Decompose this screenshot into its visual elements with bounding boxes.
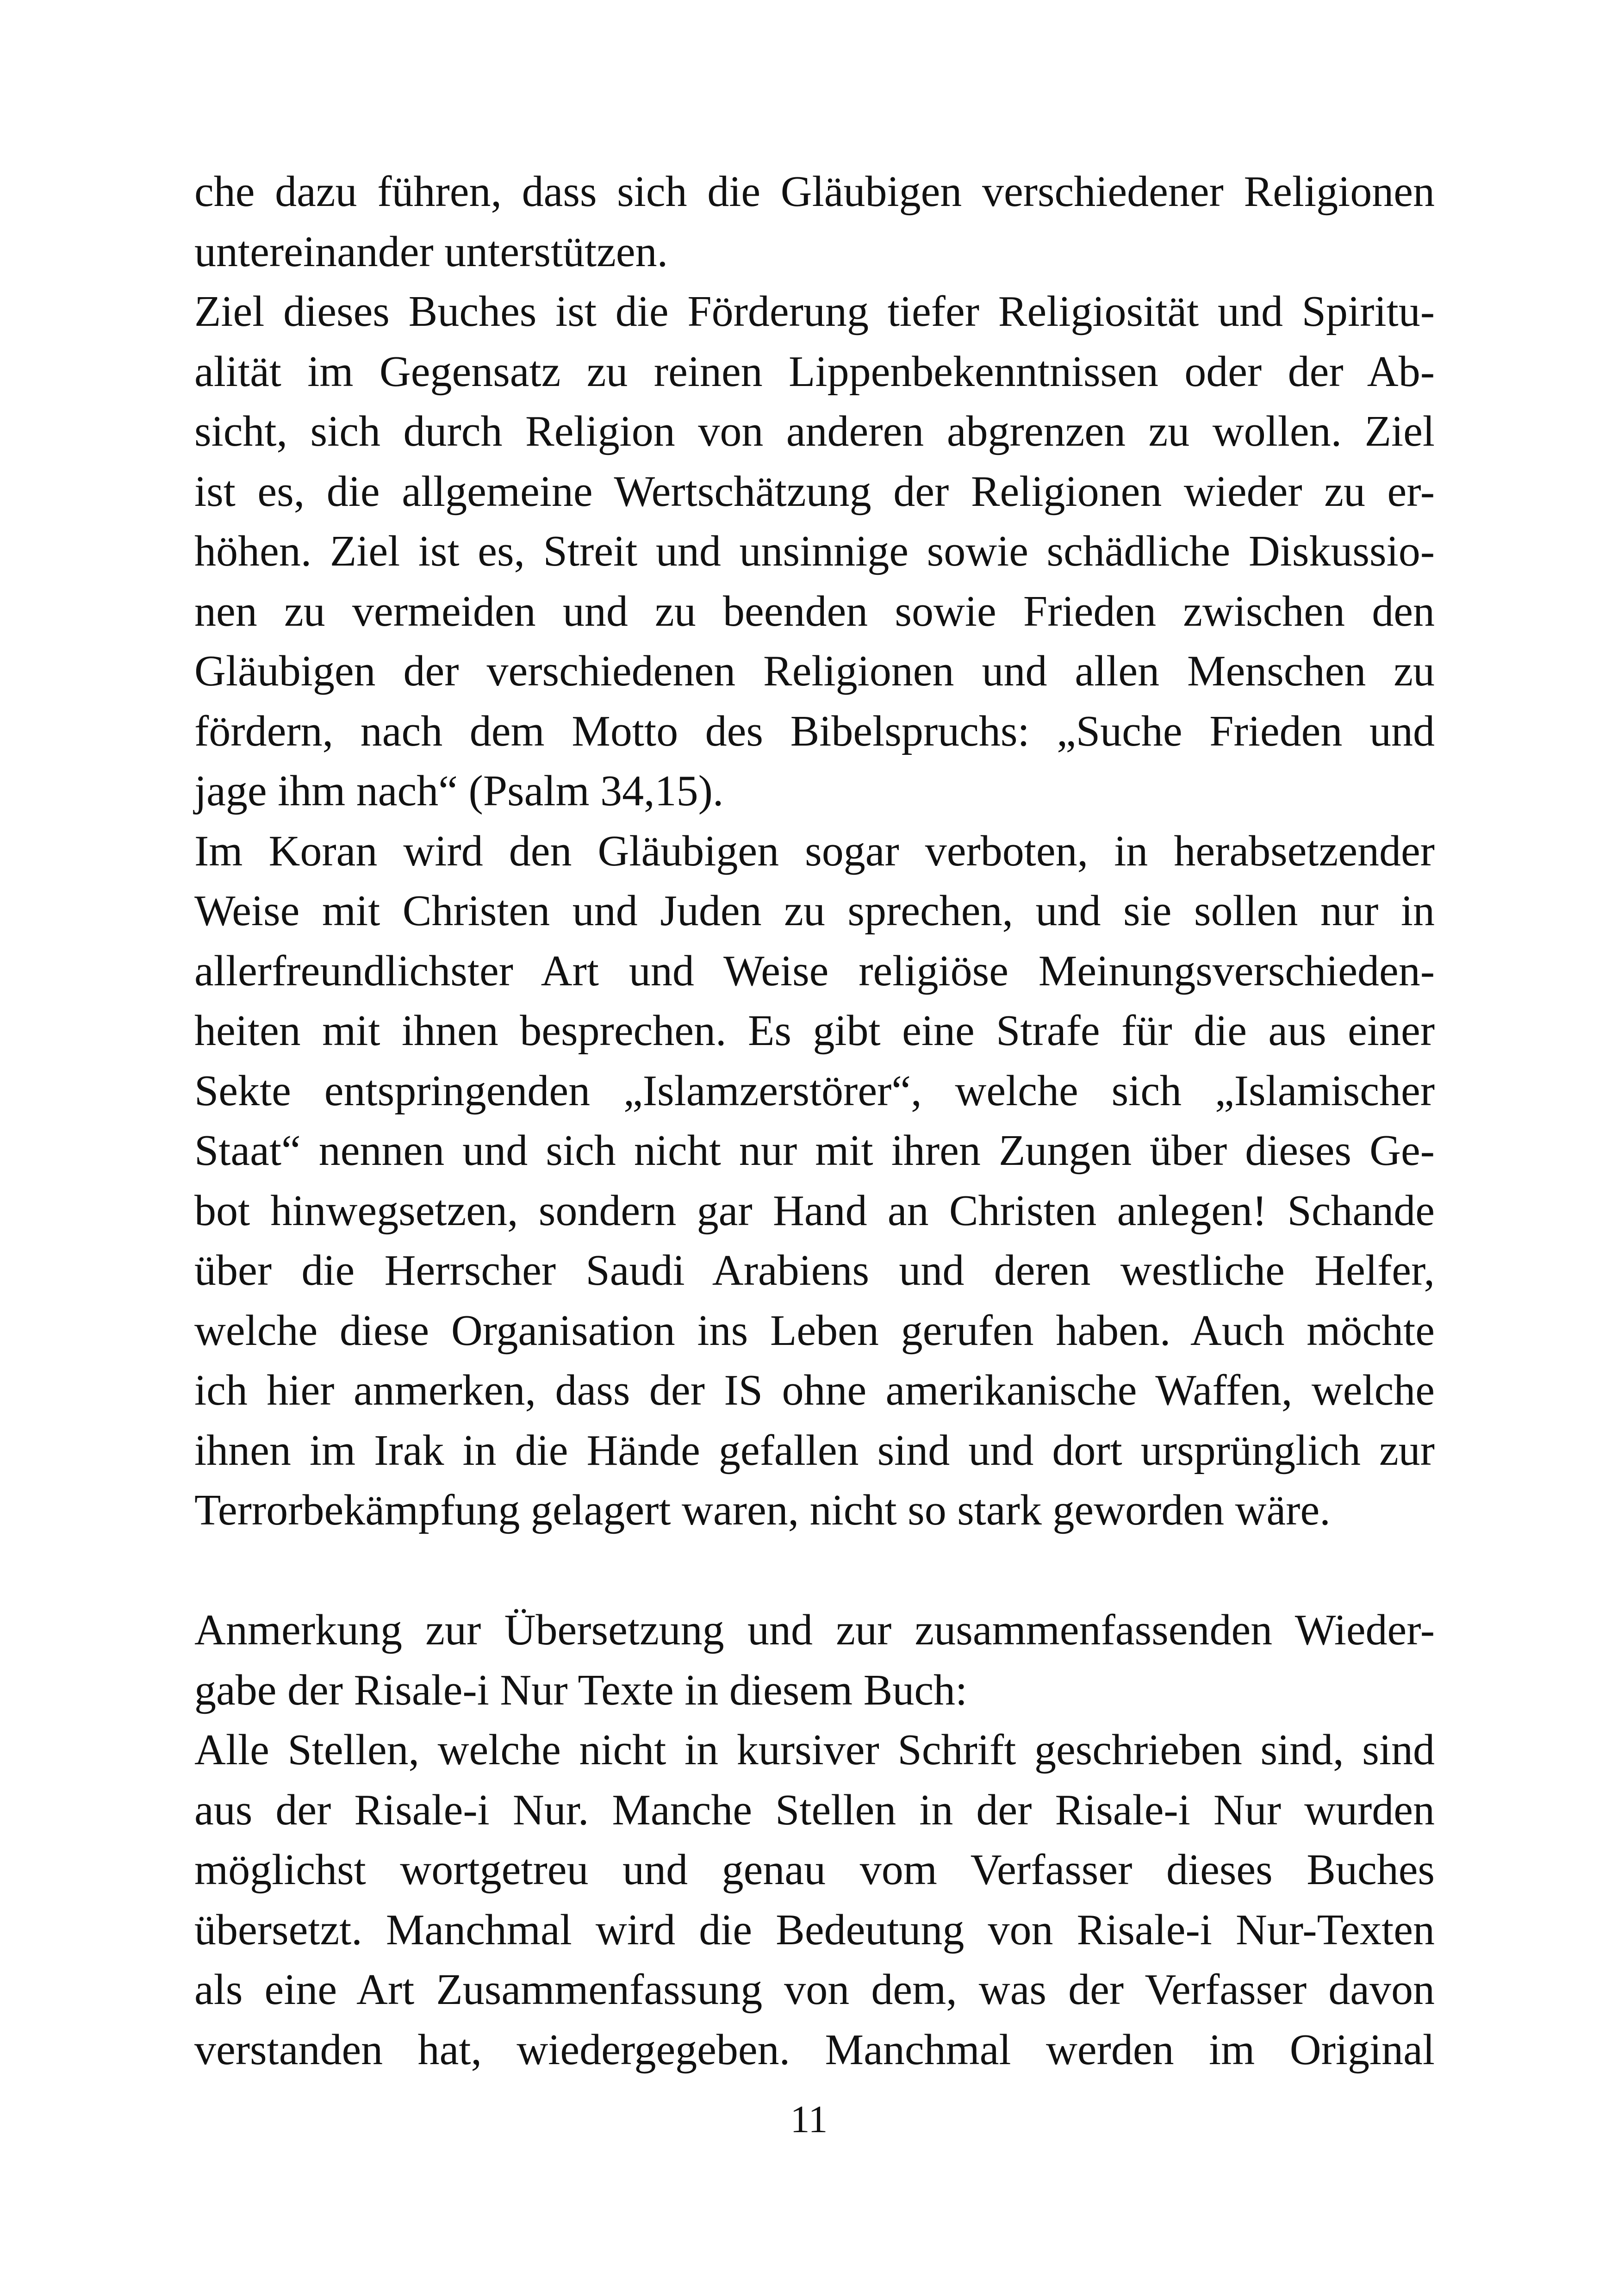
- text-line: höhen. Ziel ist es, Streit und unsinnige sowie schädliche Diskussio-: [194, 527, 1435, 575]
- text-line: jage ihm nach“ (Psalm 34,15).: [194, 767, 724, 815]
- text-line: nen zu vermeiden und zu beenden sowie Frieden zwischen den: [194, 587, 1435, 635]
- paragraph-koran: [194, 821, 1435, 1541]
- text-line: Sekte entspringenden „Islamzerstörer“, welche sich „Islamischer: [194, 1066, 1435, 1115]
- text-line: als eine Art Zusammenfassung von dem, was der Verfasser davon: [194, 1966, 1435, 2014]
- text-line: heiten mit ihnen besprechen. Es gibt eine Strafe für die aus einer: [194, 1007, 1435, 1055]
- text-line: fördern, nach dem Motto des Bibelspruchs: „Suche Frieden und: [194, 707, 1435, 755]
- text-line: ich hier anmerken, dass der IS ohne amerikanische Waffen, welche: [194, 1366, 1435, 1414]
- text-line: bot hinwegsetzen, sondern gar Hand an Christen anlegen! Schande: [194, 1186, 1435, 1235]
- text-line: untereinander unterstützen.: [194, 227, 668, 276]
- text-line: che dazu führen, dass sich die Gläubigen verschiedener Religionen: [194, 168, 1435, 216]
- text-line: Staat“ nennen und sich nicht nur mit ihren Zungen über dieses Ge-: [194, 1126, 1435, 1175]
- text-line: Weise mit Christen und Juden zu sprechen, und sie sollen nur in: [194, 887, 1435, 935]
- paragraph-translation-note: [194, 1720, 1435, 2080]
- text-line: sicht, sich durch Religion von anderen abgrenzen zu wollen. Ziel: [194, 407, 1435, 455]
- text-line: alität im Gegensatz zu reinen Lippenbekenntnissen oder der Ab-: [194, 347, 1435, 396]
- paragraph-aim: [194, 282, 1435, 821]
- text-line: übersetzt. Manchmal wird die Bedeutung von Risale-i Nur-Texten: [194, 1905, 1435, 1954]
- paragraph-intro: [194, 162, 1435, 282]
- paragraph-gap: [194, 1541, 1435, 1601]
- text-line: Ziel dieses Buches ist die Förderung tiefer Religiosität und Spiritu-: [194, 287, 1435, 336]
- text-line: Gläubigen der verschiedenen Religionen und allen Menschen zu: [194, 647, 1435, 695]
- text-line: welche diese Organisation ins Leben gerufen haben. Auch möchte: [194, 1306, 1435, 1355]
- body-text: [194, 162, 1435, 2080]
- text-line: über die Herrscher Saudi Arabiens und deren westliche Helfer,: [194, 1246, 1435, 1294]
- text-line: ihnen im Irak in die Hände gefallen sind und dort ursprünglich zur: [194, 1426, 1435, 1475]
- text-line: ist es, die allgemeine Wertschätzung der Religionen wieder zu er-: [194, 467, 1435, 516]
- text-line: verstanden hat, wiedergegeben. Manchmal werden im Original: [194, 2025, 1435, 2074]
- text-line: Alle Stellen, welche nicht in kursiver Schrift geschrieben sind, sind: [194, 1726, 1435, 1774]
- paragraph-translation-heading: [194, 1600, 1435, 1720]
- text-line: aus der Risale-i Nur. Manche Stellen in der Risale-i Nur wurden: [194, 1786, 1435, 1834]
- text-line: Im Koran wird den Gläubigen sogar verboten, in herabsetzender: [194, 827, 1435, 875]
- text-line: Terrorbekämpfung gelagert waren, nicht so stark geworden wäre.: [194, 1486, 1331, 1534]
- text-line: gabe der Risale-i Nur Texte in diesem Buch:: [194, 1666, 968, 1714]
- text-line: Anmerkung zur Übersetzung und zur zusammenfassenden Wieder-: [194, 1606, 1435, 1654]
- page-number: 11: [790, 2098, 828, 2141]
- text-line: allerfreundlichster Art und Weise religiöse Meinungsverschieden-: [194, 946, 1435, 995]
- text-line: möglichst wortgetreu und genau vom Verfasser dieses Buches: [194, 1846, 1435, 1894]
